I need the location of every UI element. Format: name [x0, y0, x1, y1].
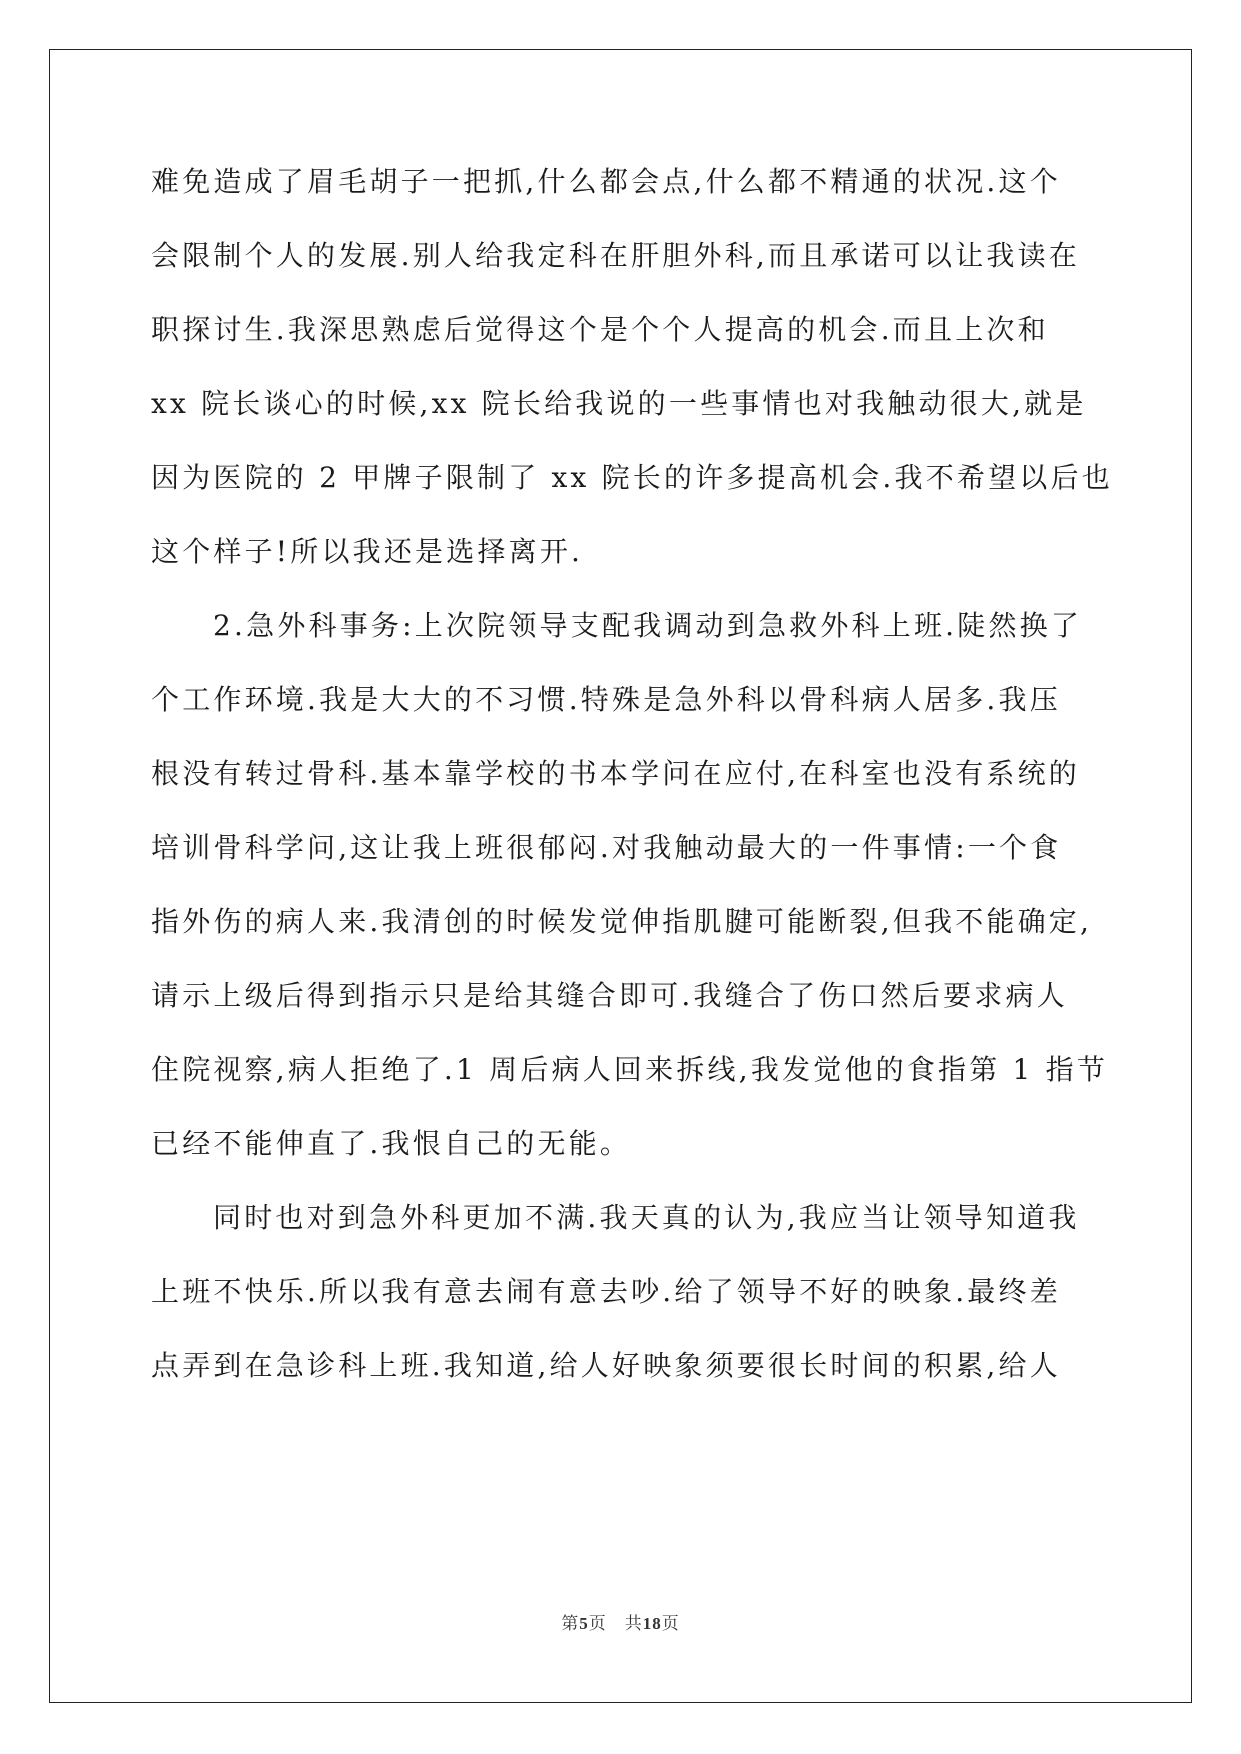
- text-line: 职探讨生.我深思熟虑后觉得这个是个个人提高的机会.而且上次和: [151, 313, 1049, 346]
- text-line: 同时也对到急外科更加不满.我天真的认为,我应当让领导知道我: [213, 1201, 1080, 1234]
- text-line: 2.急外科事务:上次院领导支配我调动到急救外科上班.陡然换了: [213, 609, 1083, 642]
- text-line: 会限制个人的发展.别人给我定科在肝胆外科,而且承诺可以让我读在: [151, 239, 1081, 272]
- text-line: 难免造成了眉毛胡子一把抓,什么都会点,什么都不精通的状况.这个: [151, 165, 1061, 198]
- text-line: xx 院长谈心的时候,xx 院长给我说的一些事情也对我触动很大,就是: [151, 387, 1087, 420]
- text-line: 个工作环境.我是大大的不习惯.特殊是急外科以骨科病人居多.我压: [151, 683, 1061, 716]
- current-page-number: 5: [579, 1614, 589, 1633]
- text-line: 点弄到在急诊科上班.我知道,给人好映象须要很长时间的积累,给人: [151, 1349, 1061, 1382]
- text-line: 这个样子!所以我还是选择离开.: [151, 535, 584, 568]
- page-border: [49, 49, 1192, 1703]
- text-line: 因为医院的 2 甲牌子限制了 xx 院长的许多提高机会.我不希望以后也: [151, 461, 1113, 494]
- text-line: 根没有转过骨科.基本靠学校的书本学问在应付,在科室也没有系统的: [151, 757, 1081, 790]
- total-pages-number: 18: [642, 1614, 662, 1633]
- text-line: 上班不快乐.所以我有意去闹有意去吵.给了领导不好的映象.最终差: [151, 1275, 1061, 1308]
- text-line: 请示上级后得到指示只是给其缝合即可.我缝合了伤口然后要求病人: [151, 979, 1068, 1012]
- page-number-footer: [0, 1612, 1241, 1636]
- text-line: 指外伤的病人来.我清创的时候发觉伸指肌腱可能断裂,但我不能确定,: [151, 905, 1093, 938]
- footer-total-prefix: 共: [624, 1614, 643, 1634]
- text-line: 培训骨科学问,这让我上班很郁闷.对我触动最大的一件事情:一个食: [151, 831, 1062, 864]
- footer-total-suffix: 页: [661, 1614, 680, 1634]
- text-line: 住院视察,病人拒绝了.1 周后病人回来拆线,我发觉他的食指第 1 指节: [151, 1053, 1109, 1086]
- footer-page-suffix: 页: [588, 1614, 607, 1634]
- footer-prefix: 第: [561, 1614, 580, 1634]
- text-line: 已经不能伸直了.我恨自己的无能。: [151, 1127, 632, 1160]
